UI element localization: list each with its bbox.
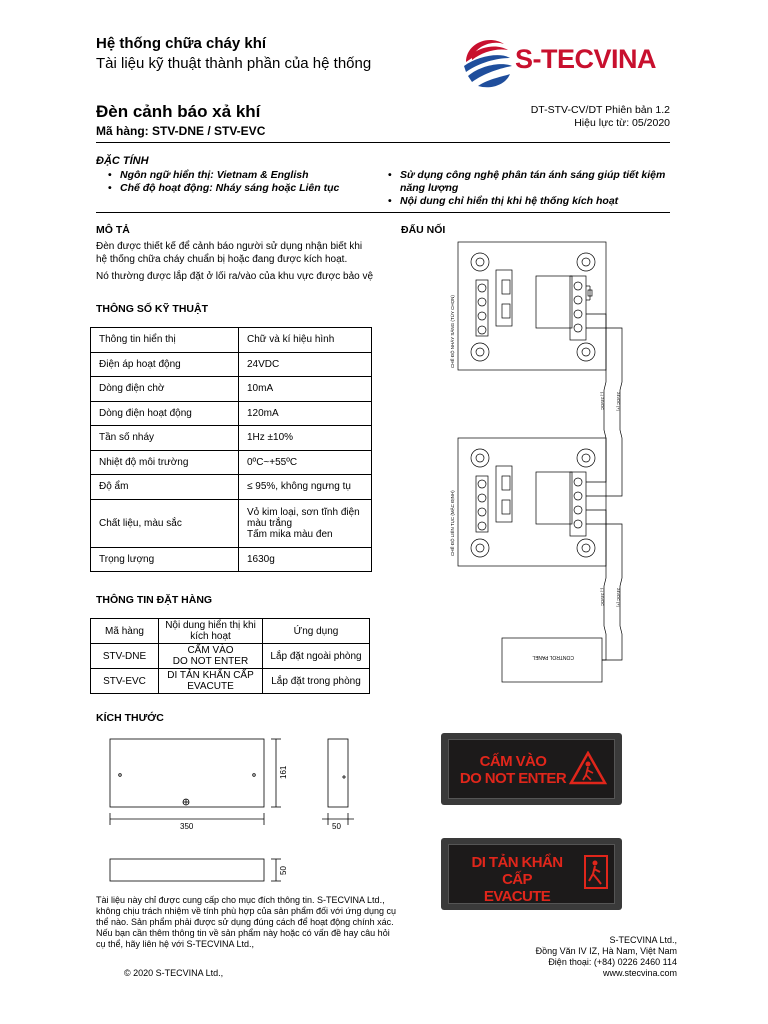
front-view xyxy=(110,739,264,807)
brand-name: S-TECVINA xyxy=(515,44,657,74)
spec-label: Dòng điện chờ xyxy=(91,377,239,402)
plus-label-2: 24VDC (+) xyxy=(616,588,621,608)
spec-label: Chất liệu, màu sắc xyxy=(91,499,239,547)
spec-row xyxy=(91,328,372,353)
spec-row xyxy=(91,377,372,402)
spec-row xyxy=(91,352,372,377)
version-text: DT-STV-CV/DT Phiên bản 1.2 xyxy=(530,104,670,116)
spec-row xyxy=(91,499,372,547)
wiring-heading: ĐẤU NỐI xyxy=(401,224,446,236)
document-version xyxy=(531,104,670,130)
width-label: 350 xyxy=(180,822,194,831)
spec-row xyxy=(91,450,372,475)
feature-item: • Ngôn ngữ hiển thị: Vietnam & English xyxy=(108,169,339,182)
order-display: DI TẢN KHẨN CẤP EVACUTE xyxy=(159,669,263,694)
spec-value: Vỏ kim loại, sơn tĩnh điện màu trắng Tấm mika màu đen xyxy=(239,499,372,547)
feature-item: • Sử dụng công nghệ phân tán ánh sáng giúp tiết kiệm năng lượng xyxy=(388,169,678,195)
sign-line: DI TẢN KHẨN CẤP xyxy=(471,854,563,888)
bottom-depth-label: 50 xyxy=(279,866,288,875)
minus-label-1: (-) 24VDC xyxy=(600,392,605,411)
order-application: Lắp đặt ngoài phòng xyxy=(263,644,370,669)
description-body xyxy=(96,240,376,287)
spec-label: Tần số nháy xyxy=(91,426,239,451)
effective-date: Hiệu lực từ: 05/2020 xyxy=(574,117,670,129)
wiring-diagram xyxy=(440,240,640,685)
order-row xyxy=(91,669,370,694)
company-phone: Điện thoại: (+84) 0226 2460 114 xyxy=(548,957,677,967)
spec-label: Trọng lượng xyxy=(91,547,239,572)
order-application: Lắp đặt trong phòng xyxy=(263,669,370,694)
divider xyxy=(96,142,670,143)
product-title: Đèn cảnh báo xả khí xyxy=(96,102,261,121)
order-row xyxy=(91,644,370,669)
minus-label-2: (-) 24VDC xyxy=(600,588,605,607)
company-address: Đồng Văn IV IZ, Hà Nam, Việt Nam xyxy=(535,946,677,956)
order-header-row xyxy=(91,619,370,644)
specs-table xyxy=(90,327,372,572)
header-title: Hệ thống chữa cháy khí xyxy=(96,35,267,52)
dimensions-heading: KÍCH THƯỚC xyxy=(96,712,164,724)
spec-label: Dòng điện hoạt động xyxy=(91,401,239,426)
spec-value: 0ºC~+55ºC xyxy=(239,450,372,475)
header-subtitle: Tài liệu kỹ thuật thành phần của hệ thống xyxy=(96,55,372,72)
order-column-header: Nội dung hiển thị khi kích hoạt xyxy=(159,619,263,644)
company-website[interactable]: www.stecvina.com xyxy=(602,968,677,978)
mode-flash-label: CHẾ ĐỘ NHÁY SÁNG (TÙY CHỌN) xyxy=(450,295,455,368)
spec-value: ≤ 95%, không ngưng tụ xyxy=(239,475,372,500)
sign-text xyxy=(457,753,569,787)
mode-steady-label: CHẾ ĐỘ LIÊN TỤC (MẶC ĐỊNH) xyxy=(450,490,455,556)
spec-row xyxy=(91,401,372,426)
board-steady xyxy=(458,438,606,566)
divider xyxy=(96,212,670,213)
company-info xyxy=(536,935,677,979)
spec-value: 24VDC xyxy=(239,352,372,377)
bottom-view xyxy=(110,859,264,881)
sign-do-not-enter xyxy=(441,733,622,805)
features-left xyxy=(108,169,339,195)
no-entry-person-icon xyxy=(569,751,607,785)
spec-value: 10mA xyxy=(239,377,372,402)
product-code: Mã hàng: STV-DNE / STV-EVC xyxy=(96,124,266,138)
plus-label-1: 24VDC (+) xyxy=(616,392,621,412)
description-heading: MÔ TẢ xyxy=(96,224,130,236)
spec-label: Điện áp hoạt động xyxy=(91,352,239,377)
sign-evacuate xyxy=(441,838,622,910)
spec-value: 120mA xyxy=(239,401,372,426)
ordering-heading: THÔNG TIN ĐẶT HÀNG xyxy=(96,594,213,606)
sign-text xyxy=(455,854,579,905)
order-display: CẤM VÀO DO NOT ENTER xyxy=(159,644,263,669)
disclaimer: Tài liệu này chỉ được cung cấp cho mục đích thông tin. S-TECVINA Ltd., không chịu trách nhiệm về tính phù hợp của sản phẩm đối với ứng dụng cụ thể nào. Sản phẩm phải được sử dụng đúng cách để hoạt động chính xác. Nếu bạn cần thêm thông tin về sản phẩm này hoặc có vấn đề hay câu hỏi cụ thể, hãy liên hệ với S-TECVINA Ltd., xyxy=(96,895,397,949)
spec-value: 1630g xyxy=(239,547,372,572)
features-heading: ĐẶC TÍNH xyxy=(96,155,149,167)
feature-item: • Chế độ hoạt động: Nháy sáng hoặc Liên tục xyxy=(108,182,339,195)
feature-item: • Nội dung chỉ hiển thị khi hệ thống kích hoạt xyxy=(388,195,678,208)
spec-label: Độ ẩm xyxy=(91,475,239,500)
specs-heading: THÔNG SỐ KỸ THUẬT xyxy=(96,303,208,315)
spec-row xyxy=(91,426,372,451)
description-paragraph: Đèn được thiết kế để cảnh báo người sử dụng nhận biết khi hệ thống chữa cháy chuẩn bị hoặc đang được kích hoạt. xyxy=(96,241,363,265)
spec-row xyxy=(91,475,372,500)
board-flash xyxy=(458,242,606,370)
features-right xyxy=(388,169,678,208)
spec-label: Nhiệt độ môi trường xyxy=(91,450,239,475)
control-panel-label: CONTROL PANEL xyxy=(532,654,574,660)
sign-line: DO NOT ENTER xyxy=(459,770,567,787)
order-column-header: Mã hàng xyxy=(91,619,159,644)
spec-value: Chữ và kí hiệu hình xyxy=(239,328,372,353)
side-view xyxy=(328,739,348,807)
depth-label: 50 xyxy=(332,822,341,831)
company-name: S-TECVINA Ltd., xyxy=(609,935,677,945)
order-code: STV-DNE xyxy=(91,644,159,669)
sign-line: EVACUTE xyxy=(483,888,551,905)
description-paragraph: Nó thường được lắp đặt ở lối ra/vào của khu vực được bảo vệ xyxy=(96,271,374,282)
order-code: STV-EVC xyxy=(91,669,159,694)
ordering-table xyxy=(90,618,370,694)
dimension-drawing xyxy=(96,725,366,890)
exit-running-person-icon xyxy=(581,854,611,890)
copyright: © 2020 S-TECVINA Ltd., xyxy=(124,968,224,978)
spec-value: 1Hz ±10% xyxy=(239,426,372,451)
height-label: 161 xyxy=(279,765,288,779)
sign-line: CẤM VÀO xyxy=(479,753,547,770)
spec-label: Thông tin hiển thị xyxy=(91,328,239,353)
spec-row xyxy=(91,547,372,572)
order-column-header: Ứng dụng xyxy=(263,619,370,644)
